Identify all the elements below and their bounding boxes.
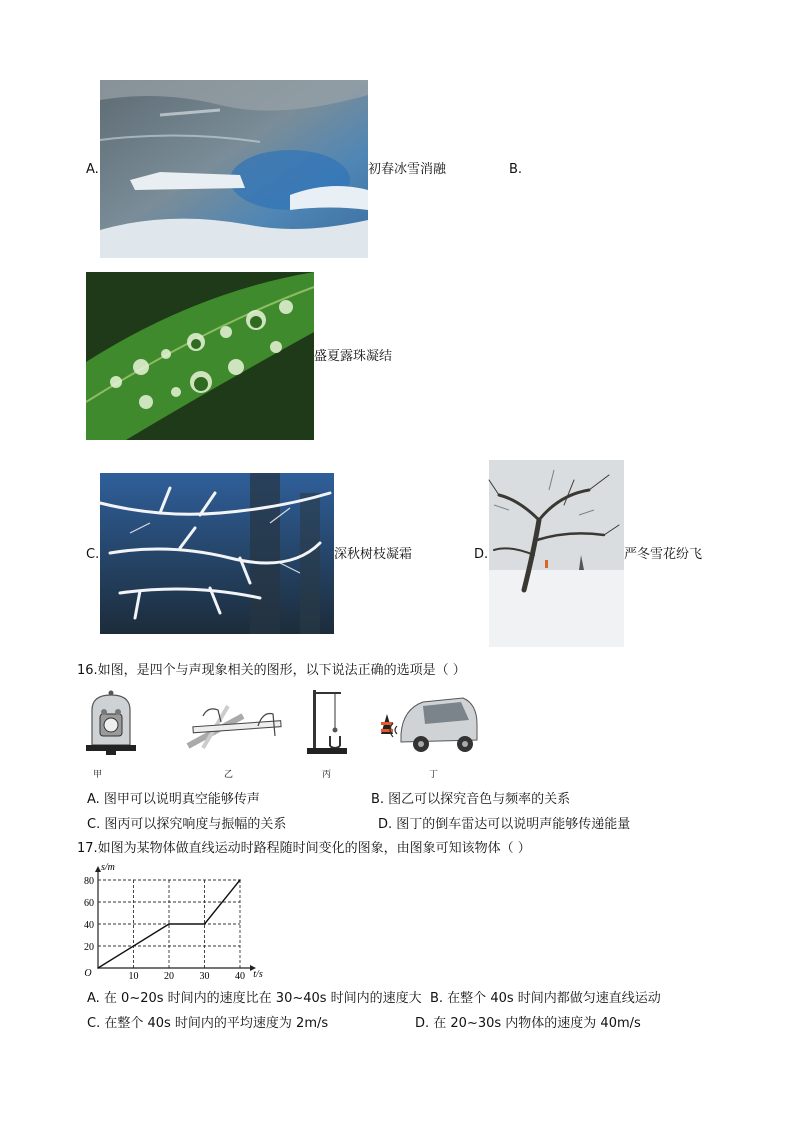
y-tick-label: 60 xyxy=(84,898,94,909)
fig-label-yi: 乙 xyxy=(224,770,234,780)
caption-c: 深秋树枝凝霜 xyxy=(334,547,413,562)
x-tick-label: 10 xyxy=(128,971,139,982)
q16-option-b: B. 图乙可以探究音色与频率的关系 xyxy=(371,792,571,807)
origin-label: O xyxy=(84,968,92,979)
y-axis-label: s/m xyxy=(101,862,115,873)
q16-option-d: D. 图丁的倒车雷达可以说明声能够传递能量 xyxy=(378,817,631,832)
x-axis-label: t/s xyxy=(253,969,263,980)
q17-option-d: D. 在 20~30s 内物体的速度为 40m/s xyxy=(415,1016,641,1031)
tuning-fork-figure xyxy=(305,688,350,756)
caption-d: 严冬雪花纷飞 xyxy=(624,547,703,562)
data-point xyxy=(204,923,206,925)
ice-melting-photo xyxy=(100,80,368,258)
data-point xyxy=(168,923,170,925)
frost-branch-photo xyxy=(100,473,334,634)
fig-label-bing: 丙 xyxy=(322,770,332,780)
fig-label-jia: 甲 xyxy=(93,770,103,780)
option-c-label: C. xyxy=(86,547,100,562)
q17-option-a: A. 在 0~20s 时间内的速度比在 30~40s 时间内的速度大 xyxy=(87,991,422,1006)
q16-option-c: C. 图丙可以探究响度与振幅的关系 xyxy=(87,817,287,832)
car-radar-figure xyxy=(373,694,479,756)
bell-jar-figure xyxy=(82,690,140,756)
ruler-figure xyxy=(183,696,283,754)
x-tick-label: 30 xyxy=(199,971,210,982)
fig-label-ding: 丁 xyxy=(429,770,439,780)
caption-a: 初春冰雪消融 xyxy=(368,162,447,177)
q16-stem: 16.如图，是四个与声现象相关的图形，以下说法正确的选项是（ ） xyxy=(77,663,466,678)
y-tick-label: 80 xyxy=(84,876,94,887)
option-b-label: B. xyxy=(509,162,523,177)
q16-option-a: A. 图甲可以说明真空能够传声 xyxy=(87,792,260,807)
y-tick-label: 40 xyxy=(84,920,94,931)
y-tick-label: 20 xyxy=(84,942,94,953)
q17-option-b: B. 在整个 40s 时间内都做匀速直线运动 xyxy=(430,991,661,1006)
q17-stem: 17.如图为某物体做直线运动时路程随时间变化的图象，由图象可知该物体（ ） xyxy=(77,841,531,856)
x-tick-label: 20 xyxy=(164,971,174,982)
snow-tree-photo xyxy=(489,460,624,647)
dew-leaf-photo xyxy=(86,272,314,440)
caption-b: 盛夏露珠凝结 xyxy=(314,349,393,364)
q17-option-c: C. 在整个 40s 时间内的平均速度为 2m/s xyxy=(87,1016,329,1031)
option-a-label: A. xyxy=(86,162,99,177)
distance-time-chart xyxy=(74,862,263,982)
x-tick-label: 40 xyxy=(235,971,245,982)
data-point xyxy=(239,879,241,881)
data-point xyxy=(97,967,99,969)
option-d-label: D. xyxy=(474,547,489,562)
